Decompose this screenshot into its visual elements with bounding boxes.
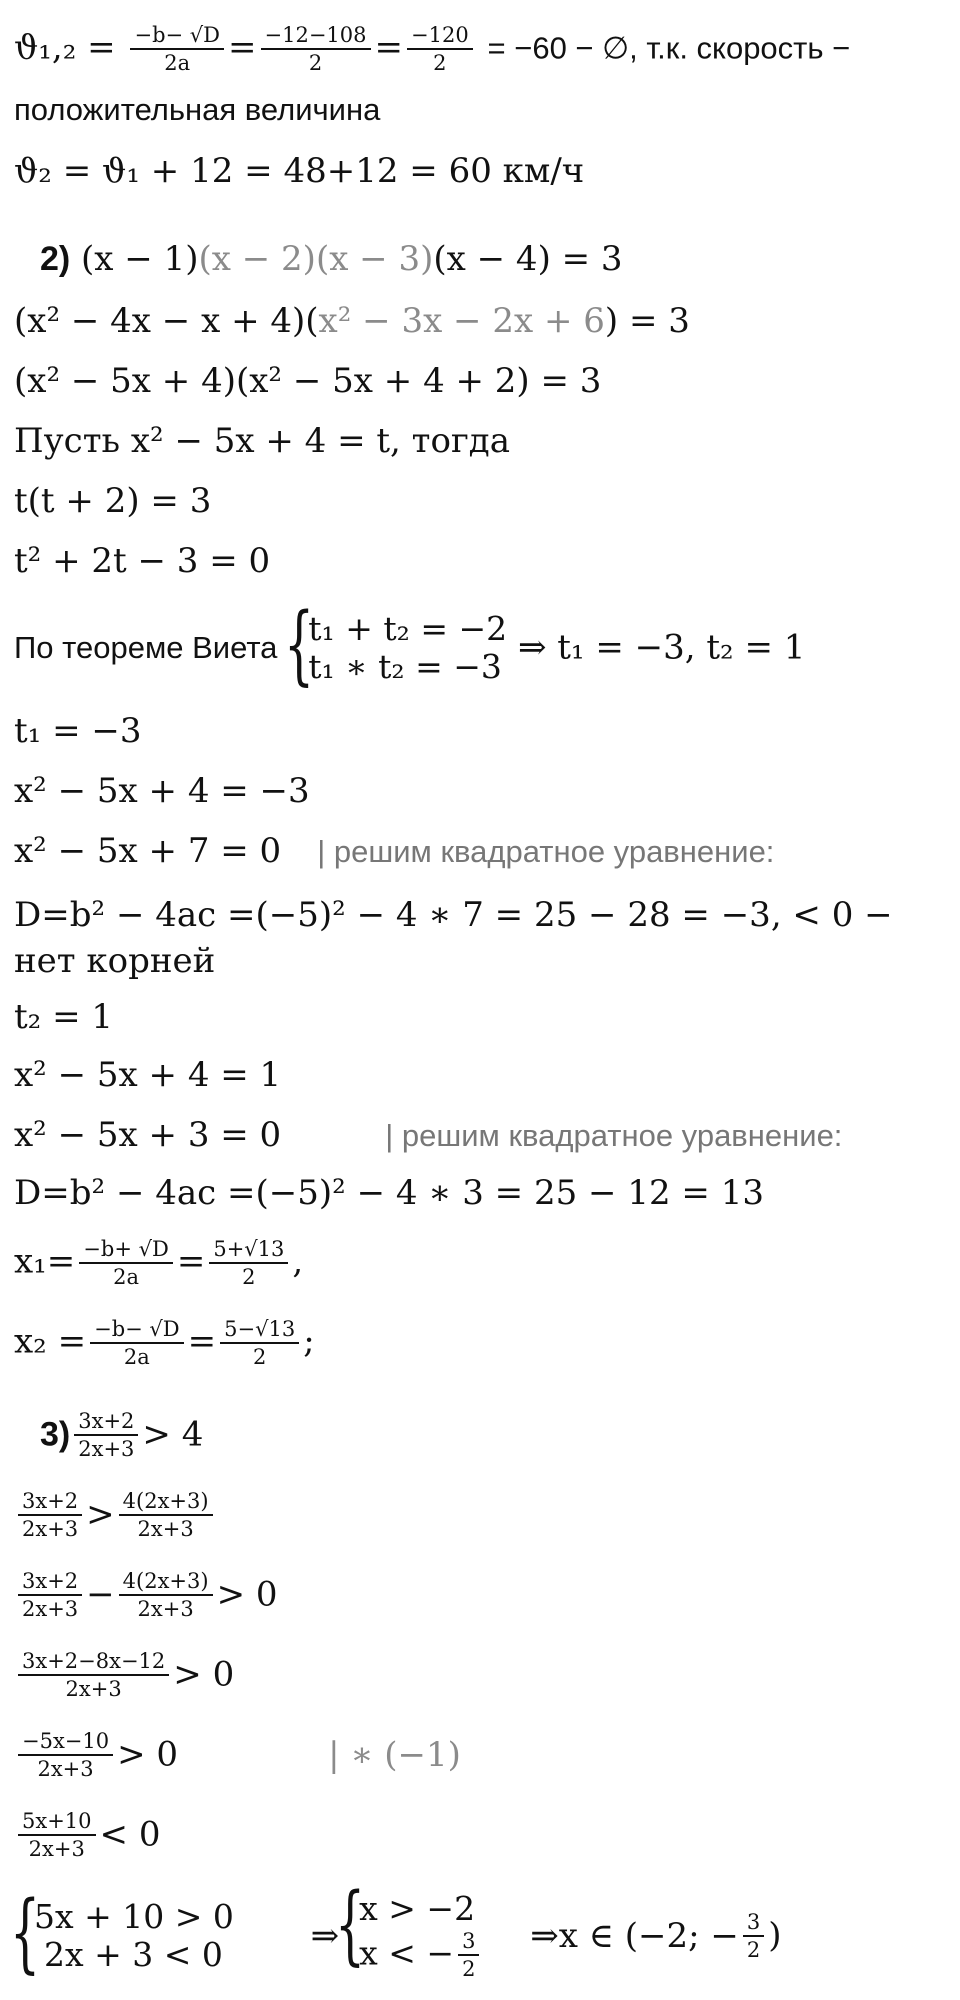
- expand-b-highlight: x² − 3x − 2x + 6: [318, 301, 605, 341]
- system-row: { x > −2: [359, 1889, 476, 1928]
- final-answer-close: ): [768, 1915, 782, 1956]
- fraction: [119, 1488, 213, 1543]
- ineq-3: [14, 1648, 234, 1703]
- case2-eq2: x² − 5x + 3 = 0: [14, 1115, 282, 1155]
- substitution-line: [14, 422, 510, 461]
- fraction: [18, 1808, 96, 1863]
- x2-tail: ;: [303, 1321, 315, 1362]
- numerator: −12−108: [261, 22, 371, 50]
- v12-tail: = −60 − ∅, т.к. скорость −: [487, 30, 851, 66]
- fraction: [261, 22, 371, 77]
- i4-tail: > 0: [117, 1734, 179, 1775]
- fraction: [18, 1568, 82, 1623]
- expand-a: (x² − 4x − x + 4)(: [14, 301, 319, 341]
- case1-eq1: x² − 5x + 4 = −3: [14, 771, 310, 811]
- problem-2-label: 2): [40, 240, 71, 278]
- fraction: [79, 1236, 173, 1291]
- denominator: 2a: [123, 1345, 150, 1370]
- x1-lhs: x₁=: [14, 1241, 76, 1282]
- denominator: 2a: [113, 1265, 139, 1290]
- fraction: [74, 1408, 138, 1463]
- case1-eq2-line: [14, 832, 774, 871]
- fraction: [119, 1568, 213, 1623]
- ineq-4: [14, 1728, 461, 1783]
- denominator: 2: [308, 51, 323, 76]
- x2-lhs: x₂ =: [14, 1321, 87, 1362]
- denominator: 2: [462, 1957, 476, 1982]
- numerator: −5x−10: [18, 1728, 113, 1756]
- numerator: −b− √D: [90, 1316, 184, 1344]
- denominator: 2x+3: [37, 1757, 94, 1782]
- case1-discriminant: D=b² − 4ac =(−5)² − 4 ∗ 7 = 25 − 28 = −3, < 0 −: [14, 895, 893, 935]
- i4-note: | ∗ (−1): [328, 1734, 461, 1775]
- factor-b-highlight: (x − 2)(x − 3): [198, 239, 434, 279]
- case2-eq1: x² − 5x + 4 = 1: [14, 1055, 282, 1095]
- vieta-result: ⇒ t₁ = −3, t₂ = 1: [517, 627, 806, 668]
- denominator: 2x+3: [28, 1837, 85, 1862]
- t-equation-1: t(t + 2) = 3: [14, 481, 212, 521]
- substitution-a: Пусть x² − 5x + 4 = t,: [14, 421, 401, 461]
- fraction: [743, 1909, 764, 1964]
- fraction: [220, 1316, 299, 1371]
- v12-lhs: ϑ₁,₂ =: [14, 27, 116, 68]
- i3-tail: > 0: [173, 1654, 235, 1695]
- system-2: [339, 1890, 483, 1982]
- fraction: [458, 1928, 479, 1983]
- vieta-line: [14, 610, 805, 686]
- i2-tail: > 0: [216, 1574, 278, 1615]
- fraction: [18, 1648, 169, 1703]
- numerator: −120: [407, 22, 473, 50]
- ineq-1: $\frac{3x+2}{2x+3}$ > $\frac{4(2x+3)}{2x+3}$: [14, 1488, 217, 1543]
- root-x2-line: x₂ = $\frac{-b- √D}{2a}$ = $\frac{5-√13}{2}$ ;: [14, 1317, 315, 1370]
- numerator: 3x+2: [18, 1488, 82, 1516]
- denominator: 2x+3: [137, 1597, 194, 1622]
- fraction: [18, 1728, 113, 1783]
- factor-a: (x − 1): [81, 239, 199, 279]
- case1-eq2: x² − 5x + 7 = 0: [14, 831, 282, 871]
- fraction: [18, 1488, 82, 1543]
- system-row: t₁ ∗ t₂ = −3: [308, 646, 502, 686]
- vieta-system: [288, 610, 507, 686]
- i5-tail: < 0: [99, 1814, 161, 1855]
- substitution-b: тогда: [400, 421, 510, 461]
- v2-line: ϑ₂ = ϑ₁ + 12 = 48+12 = 60 км/ч: [14, 151, 585, 191]
- final-line: { 5x + 10 > 0 2x + 3 < 0 ⇒ { x > −2 x < − $\frac{3}{2}$ ⇒x ∈ (−2; − $\frac{3}{2}$ ): [14, 1890, 782, 1982]
- denominator: 2: [242, 1265, 256, 1290]
- row-text: x < −: [359, 1933, 455, 1973]
- case2-discriminant: D=b² − 4ac =(−5)² − 4 ∗ 3 = 25 − 12 = 13: [14, 1173, 764, 1213]
- case1-t: t₁ = −3: [14, 711, 142, 751]
- denominator: 2x+3: [22, 1517, 79, 1542]
- v12-continuation: положительная величина: [14, 92, 381, 127]
- x1-tail: ,: [292, 1241, 304, 1282]
- numerator: 5−√13: [220, 1316, 299, 1344]
- denominator: 2: [746, 1938, 761, 1963]
- vieta-label: По теореме Виета: [14, 630, 278, 666]
- problem-3-label: 3): [40, 1415, 71, 1454]
- ineq-5: [14, 1808, 160, 1863]
- numerator: 3x+2: [74, 1408, 138, 1436]
- numerator: 3: [458, 1928, 479, 1956]
- fraction: [130, 22, 224, 77]
- root-formula-line: ϑ₁,₂ = $\frac{-b- √D}{2a}$ = $\frac{-12-108}{2}$ = $\frac{-120}{2}$ = −60 − ∅, т.к. скорость −: [14, 23, 851, 76]
- fraction: [90, 1316, 184, 1371]
- system-row: { t₁ + t₂ = −2: [308, 609, 508, 648]
- case2-note: | решим квадратное уравнение:: [385, 1118, 843, 1153]
- denominator: 2x+3: [65, 1677, 122, 1702]
- problem-3-line: [40, 1408, 203, 1463]
- ineq-2: $\frac{3x+2}{2x+3}$ − $\frac{4(2x+3)}{2x+3}$ > 0: [14, 1568, 278, 1623]
- denominator: 2: [252, 1345, 267, 1370]
- numerator: −b− √D: [130, 22, 224, 50]
- case1-discriminant-cont: нет корней: [14, 941, 216, 981]
- numerator: 5x+10: [18, 1808, 96, 1836]
- numerator: 4(2x+3): [119, 1488, 213, 1516]
- system-row: { 5x + 10 > 0: [34, 1897, 234, 1937]
- simplify-line: (x² − 5x + 4)(x² − 5x + 4 + 2) = 3: [14, 361, 602, 401]
- system-row: [359, 1928, 483, 1983]
- final-answer: ⇒x ∈ (−2; −: [530, 1915, 739, 1956]
- case1-note: | решим квадратное уравнение:: [317, 834, 775, 869]
- case2-t: t₂ = 1: [14, 997, 114, 1037]
- denominator: 2a: [164, 51, 191, 76]
- denominator: 2x+3: [137, 1517, 194, 1542]
- system-1: [14, 1898, 234, 1974]
- numerator: 5+√13: [209, 1236, 288, 1264]
- denominator: 2x+3: [78, 1437, 135, 1462]
- numerator: 3x+2: [18, 1568, 82, 1596]
- problem-2-line: [40, 240, 623, 279]
- expand-line: [14, 302, 690, 341]
- root-x1-line: x₁= $\frac{-b+ √D}{2a}$ = $\frac{5+√13}{2}$ ,: [14, 1237, 304, 1290]
- factor-c: (x − 4) = 3: [433, 239, 623, 279]
- p3-tail: > 4: [142, 1414, 204, 1455]
- system-row: 2x + 3 < 0: [44, 1935, 223, 1975]
- fraction: [407, 22, 473, 77]
- fraction: [209, 1236, 288, 1291]
- expand-c: ) = 3: [604, 301, 690, 341]
- numerator: 3: [743, 1909, 764, 1937]
- numerator: 3x+2−8x−12: [18, 1648, 169, 1676]
- numerator: −b+ √D: [79, 1236, 173, 1264]
- numerator: 4(2x+3): [119, 1568, 213, 1596]
- denominator: 2: [433, 51, 447, 76]
- t-equation-2: t² + 2t − 3 = 0: [14, 541, 271, 581]
- denominator: 2x+3: [22, 1597, 79, 1622]
- case2-eq2-line: [14, 1116, 842, 1155]
